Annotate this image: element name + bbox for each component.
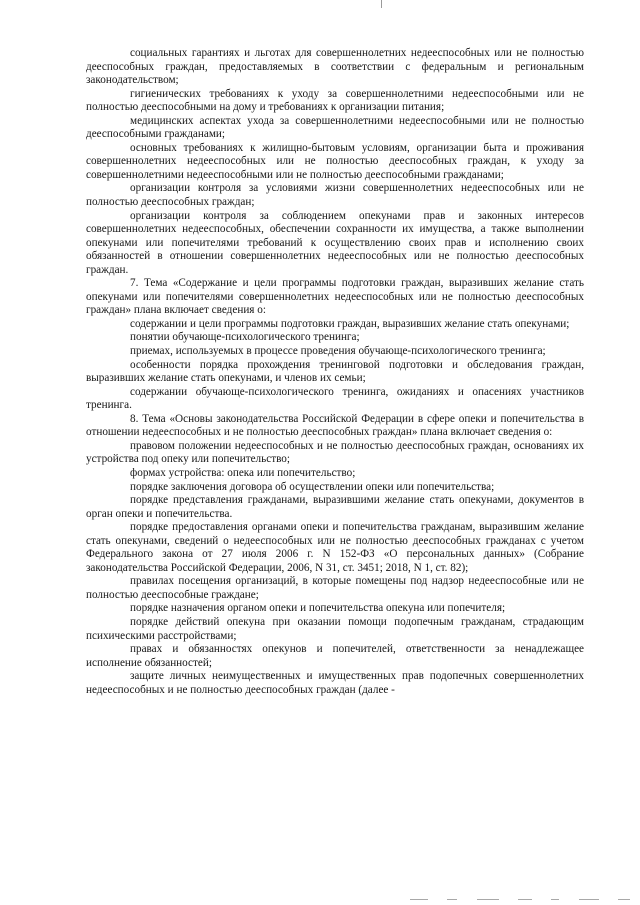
paragraph-contract-procedure: порядке заключения договора об осуществлении опеки или попечительства; <box>130 480 495 493</box>
paragraph-program-content: содержании и цели программы подготовки граждан, выразивших желание стать опекунами; <box>130 317 570 330</box>
paragraph-guardian-actions: порядке действий опекуна при оказании помощи подопечным гражданам, страдающим психическими расстройствами; <box>86 615 584 642</box>
paragraph-living-control: организации контроля за условиями жизни совершеннолетних недееспособных или не полностью дееспособных граждан; <box>86 182 584 209</box>
paragraph-rights-duties: правах и обязанностях опекунов и попечителей, ответственности за ненадлежащее исполнение обязанностей; <box>86 643 584 669</box>
paragraph-placement-forms: формах устройства: опека или попечительство; <box>130 466 356 479</box>
paragraph-hygiene-requirements: гигиенических требованиях к уходу за совершеннолетними недееспособными или не полностью дееспособными на дому и требованиях к организации питания; <box>86 87 584 114</box>
paragraph-information-provision: порядке предоставления органами опеки и попечительства гражданам, выразившим желание стать опекунами, сведений о недееспособных или не полностью дееспособных гражданах с учетом Федерального закона от 27 июля 2006 г. N 152-ФЗ «О персональных данных» (Собрание законодательства Российской Федерации, 2006, N 31, ст. 3451; 2018, N 1, ст. 82); <box>86 521 584 574</box>
scan-edge-mark <box>381 0 382 8</box>
paragraph-medical-aspects: медицинских аспектах ухода за совершеннолетними недееспособными или не полностью дееспособными гражданами; <box>86 114 584 141</box>
paragraph-rights-control: организации контроля за соблюдением опекунами прав и законных интересов совершеннолетних недееспособных, обеспечении сохранности их имущества, а также выполнении опекунами или попечителями требований к осуществлению своих прав и исполнению своих обязанностей в отношении совершеннолетних недееспособных или не полностью дееспособных граждан. <box>86 209 584 276</box>
paragraph-training-concept: понятии обучающе-психологического тренинга; <box>130 331 360 344</box>
scan-bottom-marks <box>410 899 630 900</box>
document-body <box>86 47 584 697</box>
paragraph-visiting-rules: правилах посещения организаций, в которые помещены под надзор недееспособные или не полностью дееспособные граждане; <box>86 575 584 601</box>
paragraph-topic-8: 8. Тема «Основы законодательства Российской Федерации в сфере опеки и попечительства в отношении недееспособных и не полностью дееспособных граждан» плана включает сведения о: <box>86 412 584 439</box>
paragraph-social-guarantees: социальных гарантиях и льготах для совершеннолетних недееспособных или не полностью дееспособных граждан, предоставляемых в соответствии с федеральным и региональным законодательством; <box>86 47 584 87</box>
paragraph-living-conditions: основных требованиях к жилищно-бытовым условиям, организации быта и проживания совершеннолетних недееспособных или не полностью дееспособных граждан, к уходу за совершеннолетними недееспособными или не полностью дееспособными гражданами; <box>86 141 584 181</box>
paragraph-guardian-appointment: порядке назначения органом опеки и попечительства опекуна или попечителя; <box>130 602 506 615</box>
paragraph-topic-7: 7. Тема «Содержание и цели программы подготовки граждан, выразивших желание стать опекунами или попечителями совершеннолетних недееспособных или не полностью дееспособных граждан» плана включает сведения о: <box>86 277 584 317</box>
paragraph-rights-protection: защите личных неимущественных и имущественных прав подопечных совершеннолетних недееспособных и не полностью дееспособных граждан (далее - <box>86 670 584 696</box>
paragraph-documents-submission: порядке представления гражданами, выразившими желание стать опекунами, документов в орган опеки и попечительства. <box>86 494 584 520</box>
paragraph-training-expectations: содержании обучающе-психологического тренинга, ожиданиях и опасениях участников тренинга. <box>86 385 584 412</box>
paragraph-training-procedure: особенности порядка прохождения тренинговой подготовки и обследования граждан, выразивших желание стать опекунами, и членов их семьи; <box>86 358 584 385</box>
paragraph-training-methods: приемах, используемых в процессе проведения обучающе-психологического тренинга; <box>130 345 546 358</box>
paragraph-legal-status: правовом положении недееспособных и не полностью дееспособных граждан, основаниях их устройства под опеку или попечительство; <box>86 439 584 466</box>
